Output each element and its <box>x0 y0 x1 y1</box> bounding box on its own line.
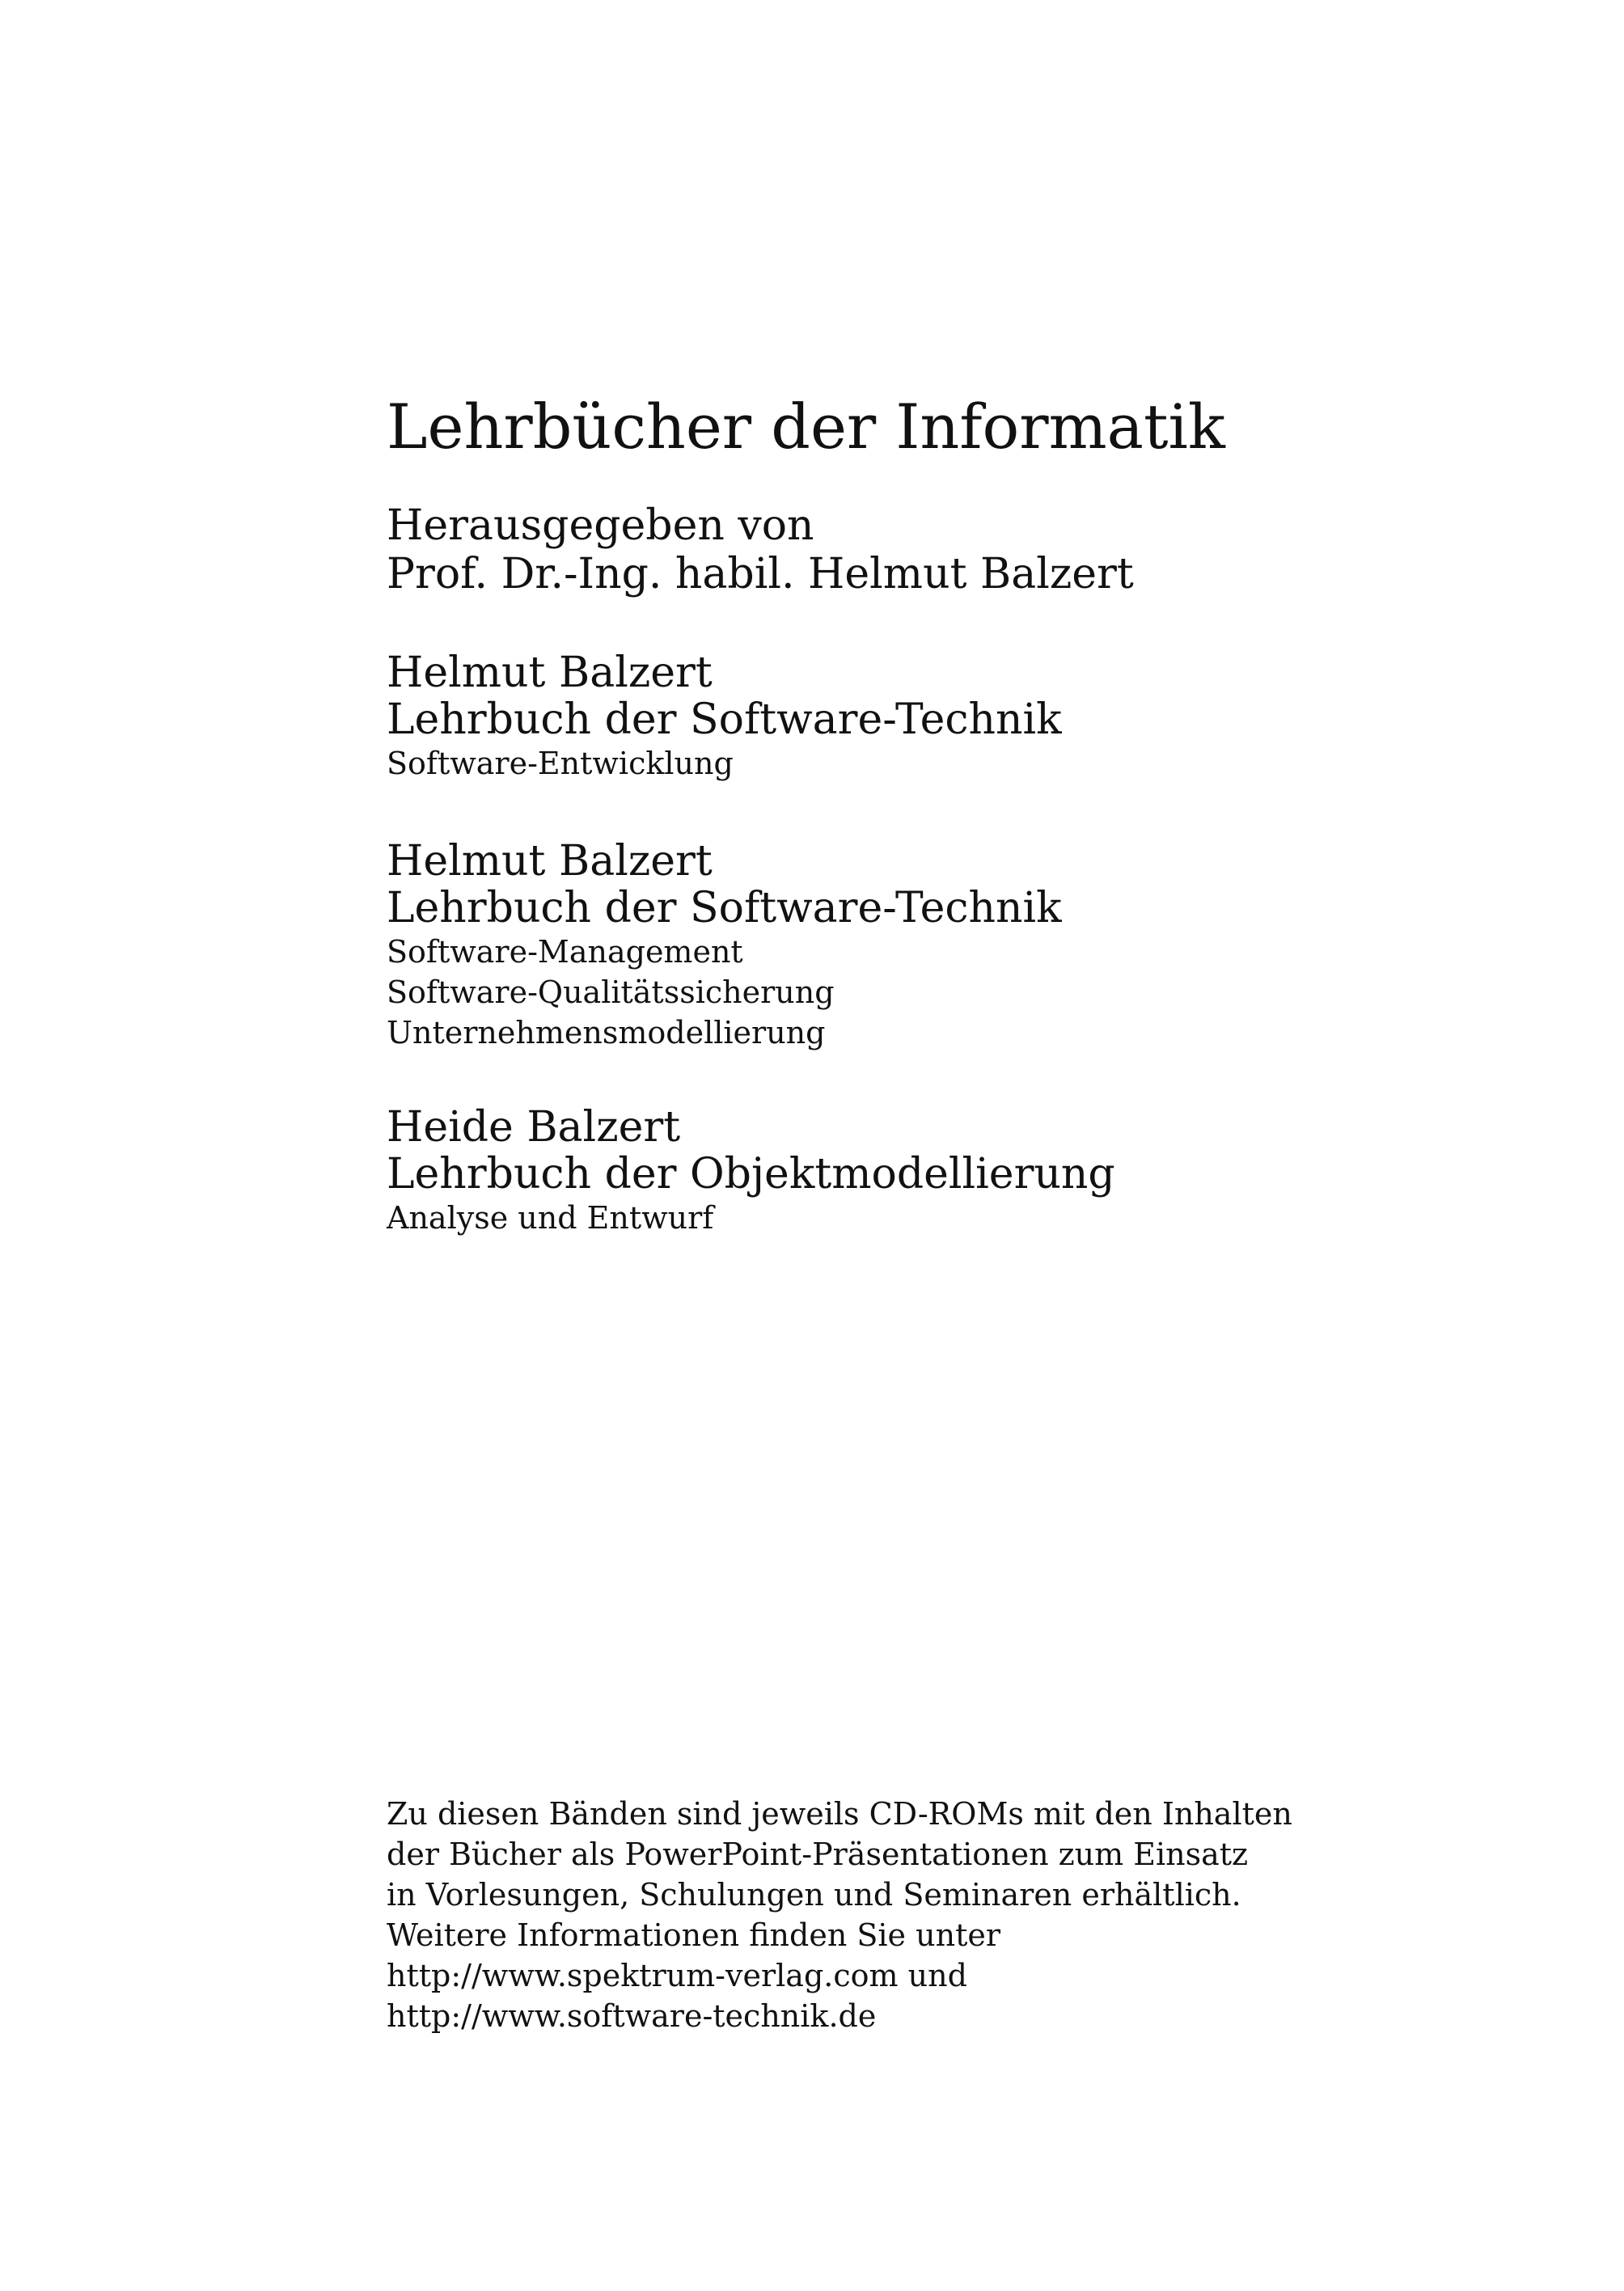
book-subtitle: Software-Qualitätssicherung <box>387 974 835 1010</box>
note-line: der Bücher als PowerPoint-Präsentationen zum Einsatz <box>387 1837 1249 1872</box>
book-title: Lehrbuch der Objektmodellierung <box>387 1150 1115 1198</box>
book-subtitle: Analyse und Entwurf <box>387 1200 714 1236</box>
note-line: Weitere Informationen finden Sie unter <box>387 1917 1000 1953</box>
book-author: Heide Balzert <box>387 1103 681 1152</box>
editor-block <box>387 501 1519 598</box>
book-title: Lehrbuch der Software-Technik <box>387 884 1062 932</box>
note-line: in Vorlesungen, Schulungen und Seminaren erhältlich. <box>387 1877 1241 1913</box>
series-title: Lehrbücher der Informatik <box>387 391 1225 463</box>
book-author: Helmut Balzert <box>387 649 713 697</box>
cd-rom-note <box>387 1794 1519 2036</box>
book-subtitle: Software-Entwicklung <box>387 746 734 781</box>
book-author: Helmut Balzert <box>387 837 713 886</box>
editor-name: Prof. Dr.-Ing. habil. Helmut Balzert <box>387 550 1134 598</box>
book-title: Lehrbuch der Software-Technik <box>387 695 1062 744</box>
book-subtitle: Unternehmensmodellierung <box>387 1015 826 1050</box>
note-line: Zu diesen Bänden sind jeweils CD-ROMs mit den Inhalten <box>387 1796 1292 1832</box>
series-title-block <box>387 387 1519 467</box>
note-url-software-technik: http://www.software-technik.de <box>387 1998 877 2034</box>
editor-line-1: Herausgegeben von <box>387 501 814 550</box>
note-url-spektrum: http://www.spektrum-verlag.com und <box>387 1958 967 1993</box>
book-entry-3 <box>387 1104 1519 1238</box>
book-entry-1 <box>387 649 1519 784</box>
book-subtitle: Software-Management <box>387 934 743 970</box>
book-entry-2 <box>387 838 1519 1053</box>
